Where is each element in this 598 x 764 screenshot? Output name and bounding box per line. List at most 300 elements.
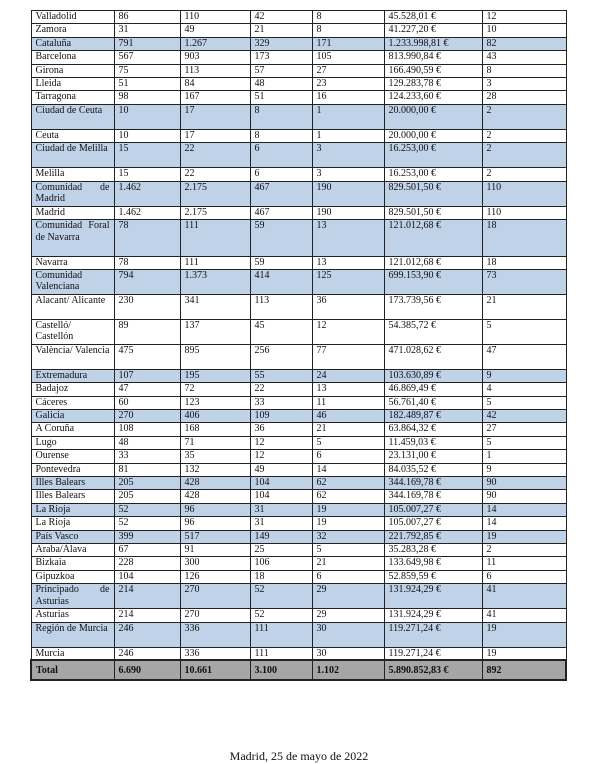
value-cell: 113 — [250, 294, 312, 319]
value-cell: 270 — [180, 584, 250, 609]
value-cell: 27 — [312, 64, 384, 77]
region-name-cell: Galicia — [31, 410, 114, 423]
value-cell: 21 — [482, 294, 566, 319]
value-cell: 1.462 — [114, 181, 180, 206]
value-cell: 167 — [180, 91, 250, 104]
amount-cell: 699.153,90 € — [384, 269, 482, 294]
data-table — [30, 10, 567, 681]
region-name-cell: Comunidad de Madrid — [31, 181, 114, 206]
value-cell: 86 — [114, 11, 180, 24]
value-cell: 8 — [250, 129, 312, 142]
value-cell: 19 — [482, 622, 566, 647]
value-cell: 52 — [250, 609, 312, 622]
table-row — [31, 206, 566, 219]
value-cell: 29 — [312, 609, 384, 622]
region-name-cell: Comunidad Valenciana — [31, 269, 114, 294]
value-cell: 27 — [482, 423, 566, 436]
value-cell: 5 — [482, 319, 566, 344]
region-name-cell: Barcelona — [31, 51, 114, 64]
value-cell: 10 — [114, 104, 180, 129]
value-cell: 1.373 — [180, 269, 250, 294]
table-row — [31, 396, 566, 409]
value-cell: 12 — [250, 450, 312, 463]
region-name-cell: Asturias — [31, 609, 114, 622]
value-cell: 109 — [250, 410, 312, 423]
value-cell: 15 — [114, 168, 180, 181]
table-row — [31, 622, 566, 647]
value-cell: 17 — [180, 104, 250, 129]
value-cell: 1.267 — [180, 37, 250, 50]
region-name-cell: Región de Murcia — [31, 622, 114, 647]
value-cell: 107 — [114, 369, 180, 382]
value-cell: 3 — [312, 143, 384, 168]
value-cell: 5 — [312, 436, 384, 449]
value-cell: 791 — [114, 37, 180, 50]
region-name-cell: La Rioja — [31, 517, 114, 530]
value-cell: 14 — [312, 463, 384, 476]
table-row — [31, 269, 566, 294]
amount-cell: 124.233,60 € — [384, 91, 482, 104]
value-cell: 55 — [250, 369, 312, 382]
table-row — [31, 530, 566, 543]
value-cell: 414 — [250, 269, 312, 294]
amount-cell: 471.028,62 € — [384, 344, 482, 369]
region-name-cell: Principado de Asturias — [31, 584, 114, 609]
value-cell: 60 — [114, 396, 180, 409]
table-row — [31, 517, 566, 530]
amount-cell: 63.864,32 € — [384, 423, 482, 436]
value-cell: 82 — [482, 37, 566, 50]
region-name-cell: La Rioja — [31, 503, 114, 516]
value-cell: 62 — [312, 490, 384, 503]
table-row — [31, 24, 566, 37]
value-cell: 2 — [482, 104, 566, 129]
value-cell: 33 — [114, 450, 180, 463]
value-cell: 21 — [250, 24, 312, 37]
value-cell: 108 — [114, 423, 180, 436]
value-cell: 256 — [250, 344, 312, 369]
amount-cell: 129.283,78 € — [384, 77, 482, 90]
amount-cell: 344.169,78 € — [384, 490, 482, 503]
value-cell: 16 — [312, 91, 384, 104]
value-cell: 428 — [180, 490, 250, 503]
table-row — [31, 37, 566, 50]
table-row — [31, 104, 566, 129]
region-name-cell: Badajoz — [31, 383, 114, 396]
value-cell: 1.462 — [114, 206, 180, 219]
value-cell: 9 — [482, 369, 566, 382]
value-cell: 8 — [250, 104, 312, 129]
table-row — [31, 436, 566, 449]
table-row — [31, 181, 566, 206]
table-row — [31, 143, 566, 168]
value-cell: 2 — [482, 143, 566, 168]
value-cell: 9 — [482, 463, 566, 476]
value-cell: 794 — [114, 269, 180, 294]
value-cell: 90 — [482, 477, 566, 490]
value-cell: 42 — [250, 11, 312, 24]
value-cell: 43 — [482, 51, 566, 64]
region-name-cell: Valladolid — [31, 11, 114, 24]
amount-cell: 173.739,56 € — [384, 294, 482, 319]
value-cell: 270 — [114, 410, 180, 423]
value-cell: 52 — [250, 584, 312, 609]
value-cell: 110 — [180, 11, 250, 24]
value-cell: 110 — [482, 206, 566, 219]
value-cell: 5 — [482, 396, 566, 409]
value-cell: 21 — [312, 557, 384, 570]
table-row — [31, 450, 566, 463]
value-cell: 2.175 — [180, 206, 250, 219]
value-cell: 48 — [114, 436, 180, 449]
amount-cell: 829.501,50 € — [384, 206, 482, 219]
amount-cell: 35.283,28 € — [384, 543, 482, 556]
table-row — [31, 584, 566, 609]
amount-cell: 16.253,00 € — [384, 143, 482, 168]
amount-cell: 829.501,50 € — [384, 181, 482, 206]
region-name-cell: Extremadura — [31, 369, 114, 382]
value-cell: 49 — [250, 463, 312, 476]
value-cell: 11 — [312, 396, 384, 409]
value-cell: 42 — [482, 410, 566, 423]
value-cell: 24 — [312, 369, 384, 382]
region-name-cell: Navarra — [31, 256, 114, 269]
value-cell: 10 — [482, 24, 566, 37]
region-name-cell: Illes Balears — [31, 490, 114, 503]
value-cell: 137 — [180, 319, 250, 344]
value-cell: 46 — [312, 410, 384, 423]
amount-cell: 131.924,29 € — [384, 584, 482, 609]
value-cell: 123 — [180, 396, 250, 409]
value-cell: 18 — [482, 219, 566, 256]
value-cell: 32 — [312, 530, 384, 543]
value-cell: 1 — [312, 104, 384, 129]
value-cell: 2 — [482, 543, 566, 556]
value-cell: 73 — [482, 269, 566, 294]
value-cell: 36 — [312, 294, 384, 319]
value-cell: 3 — [312, 168, 384, 181]
value-cell: 111 — [250, 622, 312, 647]
amount-cell: 20.000,00 € — [384, 104, 482, 129]
total-cell: 10.661 — [180, 660, 250, 680]
value-cell: 21 — [312, 423, 384, 436]
table-row — [31, 219, 566, 256]
value-cell: 13 — [312, 256, 384, 269]
amount-cell: 41.227,20 € — [384, 24, 482, 37]
value-cell: 270 — [180, 609, 250, 622]
table-row — [31, 129, 566, 142]
table-row — [31, 543, 566, 556]
value-cell: 75 — [114, 64, 180, 77]
value-cell: 33 — [250, 396, 312, 409]
value-cell: 41 — [482, 609, 566, 622]
value-cell: 517 — [180, 530, 250, 543]
region-name-cell: Araba/Álava — [31, 543, 114, 556]
value-cell: 111 — [250, 647, 312, 660]
value-cell: 84 — [180, 77, 250, 90]
region-name-cell: Pontevedra — [31, 463, 114, 476]
value-cell: 59 — [250, 256, 312, 269]
value-cell: 111 — [180, 219, 250, 256]
table-row — [31, 477, 566, 490]
value-cell: 214 — [114, 584, 180, 609]
amount-cell: 1.233.998,81 € — [384, 37, 482, 50]
amount-cell: 131.924,29 € — [384, 609, 482, 622]
value-cell: 895 — [180, 344, 250, 369]
region-name-cell: Illes Balears — [31, 477, 114, 490]
value-cell: 14 — [482, 503, 566, 516]
value-cell: 47 — [114, 383, 180, 396]
value-cell: 113 — [180, 64, 250, 77]
value-cell: 336 — [180, 622, 250, 647]
table-row — [31, 256, 566, 269]
value-cell: 567 — [114, 51, 180, 64]
amount-cell: 221.792,85 € — [384, 530, 482, 543]
value-cell: 105 — [312, 51, 384, 64]
value-cell: 45 — [250, 319, 312, 344]
table-row — [31, 647, 566, 660]
value-cell: 205 — [114, 490, 180, 503]
region-name-cell: Lleida — [31, 77, 114, 90]
value-cell: 6 — [312, 570, 384, 583]
value-cell: 125 — [312, 269, 384, 294]
value-cell: 399 — [114, 530, 180, 543]
total-row — [31, 660, 566, 680]
table-row — [31, 64, 566, 77]
value-cell: 104 — [250, 477, 312, 490]
value-cell: 96 — [180, 503, 250, 516]
table-row — [31, 319, 566, 344]
region-name-cell: València/ Valencia — [31, 344, 114, 369]
value-cell: 149 — [250, 530, 312, 543]
region-name-cell: Murcia — [31, 647, 114, 660]
amount-cell: 11.459,03 € — [384, 436, 482, 449]
region-name-cell: Comunidad Foral de Navarra — [31, 219, 114, 256]
footer-date: Madrid, 25 de mayo de 2022 — [229, 749, 369, 763]
value-cell: 31 — [250, 503, 312, 516]
value-cell: 104 — [250, 490, 312, 503]
region-name-cell: Ceuta — [31, 129, 114, 142]
value-cell: 30 — [312, 647, 384, 660]
table-row — [31, 91, 566, 104]
amount-cell: 45.528,01 € — [384, 11, 482, 24]
value-cell: 67 — [114, 543, 180, 556]
table-row — [31, 570, 566, 583]
value-cell: 19 — [312, 503, 384, 516]
region-name-cell: Gipuzkoa — [31, 570, 114, 583]
value-cell: 2 — [482, 168, 566, 181]
amount-cell: 121.012,68 € — [384, 219, 482, 256]
value-cell: 1 — [312, 129, 384, 142]
value-cell: 57 — [250, 64, 312, 77]
amount-cell: 20.000,00 € — [384, 129, 482, 142]
amount-cell: 166.490,59 € — [384, 64, 482, 77]
value-cell: 467 — [250, 181, 312, 206]
value-cell: 111 — [180, 256, 250, 269]
value-cell: 18 — [482, 256, 566, 269]
value-cell: 214 — [114, 609, 180, 622]
value-cell: 12 — [312, 319, 384, 344]
value-cell: 51 — [114, 77, 180, 90]
value-cell: 104 — [114, 570, 180, 583]
total-cell: 1.102 — [312, 660, 384, 680]
value-cell: 31 — [114, 24, 180, 37]
value-cell: 89 — [114, 319, 180, 344]
value-cell: 195 — [180, 369, 250, 382]
value-cell: 228 — [114, 557, 180, 570]
value-cell: 126 — [180, 570, 250, 583]
value-cell: 22 — [180, 168, 250, 181]
value-cell: 12 — [482, 11, 566, 24]
value-cell: 168 — [180, 423, 250, 436]
value-cell: 98 — [114, 91, 180, 104]
value-cell: 96 — [180, 517, 250, 530]
region-name-cell: Ciudad de Melilla — [31, 143, 114, 168]
amount-cell: 133.649,98 € — [384, 557, 482, 570]
value-cell: 329 — [250, 37, 312, 50]
value-cell: 19 — [482, 647, 566, 660]
value-cell: 2 — [482, 129, 566, 142]
value-cell: 4 — [482, 383, 566, 396]
amount-cell: 105.007,27 € — [384, 503, 482, 516]
value-cell: 47 — [482, 344, 566, 369]
value-cell: 11 — [482, 557, 566, 570]
value-cell: 35 — [180, 450, 250, 463]
value-cell: 14 — [482, 517, 566, 530]
value-cell: 173 — [250, 51, 312, 64]
total-cell: 3.100 — [250, 660, 312, 680]
total-cell: 6.690 — [114, 660, 180, 680]
value-cell: 6 — [250, 143, 312, 168]
region-name-cell: Lugo — [31, 436, 114, 449]
value-cell: 10 — [114, 129, 180, 142]
value-cell: 77 — [312, 344, 384, 369]
value-cell: 336 — [180, 647, 250, 660]
amount-cell: 23.131,00 € — [384, 450, 482, 463]
value-cell: 15 — [114, 143, 180, 168]
region-name-cell: Alacant/ Alicante — [31, 294, 114, 319]
amount-cell: 56.761,40 € — [384, 396, 482, 409]
value-cell: 13 — [312, 219, 384, 256]
value-cell: 428 — [180, 477, 250, 490]
table-body — [31, 11, 566, 661]
amount-cell: 121.012,68 € — [384, 256, 482, 269]
region-name-cell: Ourense — [31, 450, 114, 463]
value-cell: 90 — [482, 490, 566, 503]
value-cell: 8 — [312, 24, 384, 37]
total-amount: 5.890.852,83 € — [384, 660, 482, 680]
value-cell: 30 — [312, 622, 384, 647]
value-cell: 13 — [312, 383, 384, 396]
value-cell: 49 — [180, 24, 250, 37]
value-cell: 12 — [250, 436, 312, 449]
value-cell: 406 — [180, 410, 250, 423]
table-row — [31, 463, 566, 476]
value-cell: 6 — [312, 450, 384, 463]
amount-cell: 813.990,84 € — [384, 51, 482, 64]
value-cell: 72 — [180, 383, 250, 396]
value-cell: 2.175 — [180, 181, 250, 206]
amount-cell: 16.253,00 € — [384, 168, 482, 181]
value-cell: 8 — [482, 64, 566, 77]
value-cell: 8 — [312, 11, 384, 24]
value-cell: 48 — [250, 77, 312, 90]
value-cell: 62 — [312, 477, 384, 490]
value-cell: 22 — [250, 383, 312, 396]
value-cell: 19 — [312, 517, 384, 530]
region-name-cell: País Vasco — [31, 530, 114, 543]
table-row — [31, 369, 566, 382]
value-cell: 467 — [250, 206, 312, 219]
table-row — [31, 423, 566, 436]
value-cell: 110 — [482, 181, 566, 206]
region-name-cell: Bizkaia — [31, 557, 114, 570]
value-cell: 190 — [312, 206, 384, 219]
value-cell: 3 — [482, 77, 566, 90]
value-cell: 246 — [114, 647, 180, 660]
region-name-cell: Cáceres — [31, 396, 114, 409]
table-row — [31, 557, 566, 570]
value-cell: 18 — [250, 570, 312, 583]
value-cell: 106 — [250, 557, 312, 570]
table-row — [31, 51, 566, 64]
amount-cell: 105.007,27 € — [384, 517, 482, 530]
value-cell: 19 — [482, 530, 566, 543]
value-cell: 6 — [250, 168, 312, 181]
region-name-cell: Girona — [31, 64, 114, 77]
table-row — [31, 294, 566, 319]
value-cell: 25 — [250, 543, 312, 556]
region-name-cell: Cataluña — [31, 37, 114, 50]
total-label: Total — [31, 660, 114, 680]
value-cell: 31 — [250, 517, 312, 530]
value-cell: 132 — [180, 463, 250, 476]
table-row — [31, 503, 566, 516]
value-cell: 29 — [312, 584, 384, 609]
table-row — [31, 344, 566, 369]
value-cell: 59 — [250, 219, 312, 256]
table-row — [31, 490, 566, 503]
value-cell: 6 — [482, 570, 566, 583]
amount-cell: 84.035,52 € — [384, 463, 482, 476]
value-cell: 230 — [114, 294, 180, 319]
total-cell: 892 — [482, 660, 566, 680]
amount-cell: 344.169,78 € — [384, 477, 482, 490]
region-name-cell: Tarragona — [31, 91, 114, 104]
value-cell: 171 — [312, 37, 384, 50]
value-cell: 205 — [114, 477, 180, 490]
value-cell: 78 — [114, 256, 180, 269]
value-cell: 28 — [482, 91, 566, 104]
value-cell: 52 — [114, 503, 180, 516]
amount-cell: 119.271,24 € — [384, 647, 482, 660]
value-cell: 5 — [482, 436, 566, 449]
value-cell: 341 — [180, 294, 250, 319]
amount-cell: 54.385,72 € — [384, 319, 482, 344]
amount-cell: 46.869,49 € — [384, 383, 482, 396]
table-row — [31, 77, 566, 90]
value-cell: 23 — [312, 77, 384, 90]
amount-cell: 52.859,59 € — [384, 570, 482, 583]
table-row — [31, 383, 566, 396]
value-cell: 41 — [482, 584, 566, 609]
value-cell: 1 — [482, 450, 566, 463]
table-row — [31, 168, 566, 181]
region-name-cell: Castelló/ Castellón — [31, 319, 114, 344]
value-cell: 36 — [250, 423, 312, 436]
value-cell: 22 — [180, 143, 250, 168]
amount-cell: 119.271,24 € — [384, 622, 482, 647]
